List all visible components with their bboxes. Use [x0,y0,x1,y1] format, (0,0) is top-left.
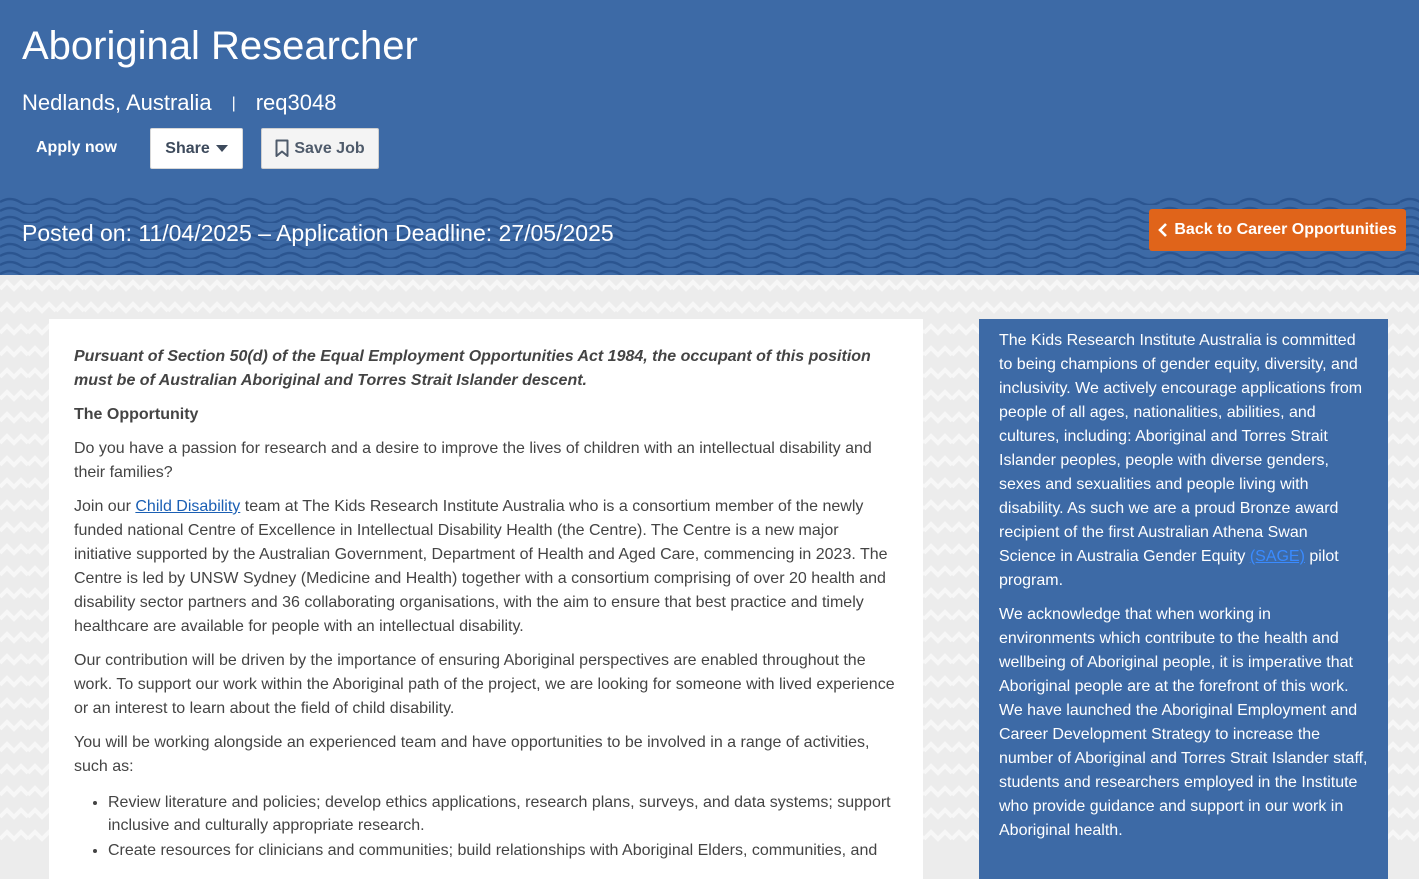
chevron-left-icon [1158,223,1168,237]
job-header [0,0,1419,275]
job-title: Aboriginal Researcher [22,24,418,68]
posted-deadline: Posted on: 11/04/2025 – Application Deadline: 27/05/2025 [22,220,614,246]
job-req-id: req3048 [255,90,337,115]
team-paragraph-body: team at The Kids Research Institute Australia who is a consortium member of the newly funded national Centre of Excellence in Intellectual Disability Health (the Centre). The Centre is a new major initiative supported by the Australian Government, Department of Health and Aged Care, commencing in 2023. The Centre is led by UNSW Sydney (Medicine and Health) together with a consortium comprising of over 20 health and disability sector partners and 36 collaborating organisations, with the aim to ensure that best practice and timely healthcare are available for people with an intellectual disability. [74,498,888,635]
team-paragraph [74,495,898,639]
opportunity-intro: Do you have a passion for research and a desire to improve the lives of children with an intellectual disability and their families? [74,440,872,481]
child-disability-link[interactable]: Child Disability [135,498,241,515]
list-item: • Create resources for clinicians and communities; build relationships with Aboriginal Elders, communities, and [108,839,898,862]
diversity-statement-panel [979,319,1388,879]
diversity-paragraph [999,329,1368,593]
share-label: Share [165,139,210,157]
job-meta [22,90,336,116]
diversity-text: The Kids Research Institute Australia is committed to being champions of gender equity, diversity, and inclusivity. We actively encourage applications from people of all ages, nationalities, abilities, and cultures, including: Aboriginal and Torres Strait Islander peoples, people with diverse genders, sexes and sexualities and people living with disability. As such we are a proud Bronze award recipient of the first Australian Athena Swan Science in Australia Gender Equity [999,332,1363,565]
meta-separator: | [231,95,236,112]
apply-now-button[interactable]: Apply now [22,128,131,168]
activities-intro: You will be working alongside an experienced team and have opportunities to be involved in a range of activities, such as: [74,734,870,775]
aboriginal-acknowledgement: We acknowledge that when working in environments which contribute to the health and wellbeing of Aboriginal people, it is imperative that Aboriginal people are at the forefront of this work. We have launched the Aboriginal Employment and Career Development Strategy to increase the number of Aboriginal and Torres Strait Islander staff, students and researchers employed in the Institute who provide guidance and support in our work in Aboriginal health. [999,606,1368,839]
back-label: Back to Career Opportunities [1174,221,1397,238]
activities-list [108,791,898,862]
share-button[interactable] [150,128,243,169]
back-to-career-opportunities-button[interactable] [1149,209,1406,251]
diversity-text-end: pilot program. [999,548,1339,589]
team-paragraph-prefix: Join our [74,498,136,515]
save-job-label: Save Job [294,139,365,157]
eligibility-statement: Pursuant of Section 50(d) of the Equal Employment Opportunities Act 1984, the occupant of this position must be of Australian Aboriginal and Torres Strait Islander descent. [74,348,871,389]
job-description [49,319,923,879]
sage-link[interactable]: (SAGE) [1249,548,1305,565]
job-location: Nedlands, Australia [22,90,212,115]
list-item: • Review literature and policies; develop ethics applications, research plans, surveys, and data systems; support inclusive and culturally appropriate research. [108,791,898,837]
bookmark-icon [275,139,289,158]
caret-down-icon [216,145,228,153]
contribution-paragraph: Our contribution will be driven by the importance of ensuring Aboriginal perspectives are enabled throughout the work. To support our work within the Aboriginal path of the project, we are looking for someone with lived experience or an interest to learn about the field of child disability. [74,652,895,717]
save-job-button[interactable] [261,128,379,169]
opportunity-heading: The Opportunity [74,406,199,423]
